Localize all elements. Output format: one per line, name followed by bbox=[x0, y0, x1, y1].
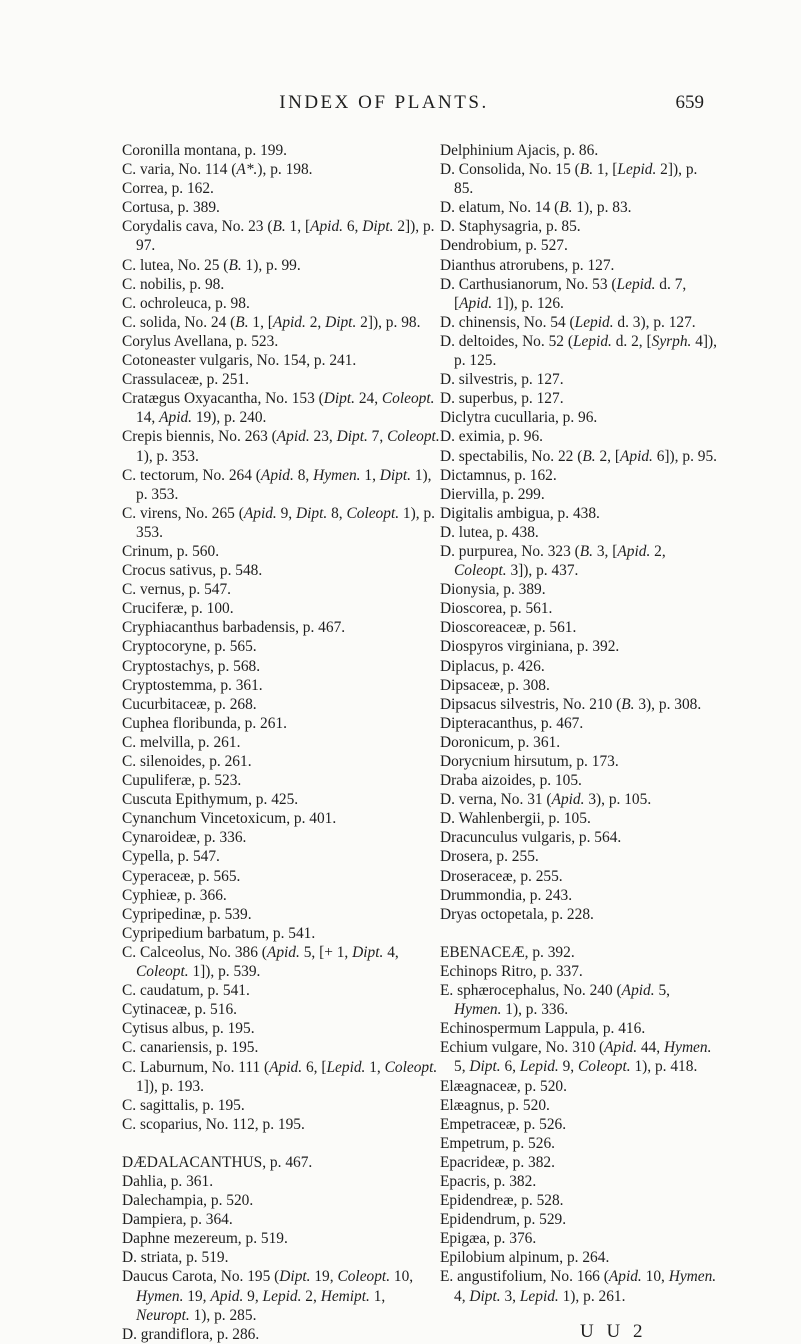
page-header bbox=[64, 92, 704, 118]
index-entry: Cuscuta Epithymum, p. 425. bbox=[122, 791, 299, 809]
index-entry: Cyphieæ, p. 366. bbox=[122, 886, 227, 904]
index-entry: Empetraceæ, p. 526. bbox=[440, 1115, 567, 1133]
signature-mark: U U 2 bbox=[580, 1321, 647, 1342]
index-entry: Doronicum, p. 361. bbox=[440, 733, 561, 751]
index-entry: Coronilla montana, p. 199. bbox=[122, 142, 287, 159]
index-entry: Dianthus atrorubens, p. 127. bbox=[440, 256, 615, 274]
index-entry: Delphinium Ajacis, p. 86. bbox=[440, 142, 599, 159]
index-entry: C. caudatum, p. 541. bbox=[122, 982, 250, 1000]
index-entry: Dioscorea, p. 561. bbox=[440, 600, 553, 618]
index-entry: Dipteracanthus, p. 467. bbox=[440, 714, 584, 732]
index-entry: Elæagnaceæ, p. 520. bbox=[440, 1077, 567, 1095]
index-entry: Dahlia, p. 361. bbox=[122, 1172, 214, 1190]
index-entry: Dictamnus, p. 162. bbox=[440, 466, 557, 484]
index-entry: C. sagittalis, p. 195. bbox=[122, 1096, 245, 1114]
index-entry: Epacrideæ, p. 382. bbox=[440, 1153, 555, 1171]
index-entry: C. varia, No. 114 (A*.), p. 198. bbox=[122, 161, 313, 179]
index-entry: DÆDALACANTHUS, p. 467. bbox=[122, 1153, 313, 1171]
index-entry: Cytisus albus, p. 195. bbox=[122, 1020, 255, 1038]
index-entry: D. verna, No. 31 (Apid. 3), p. 105. bbox=[440, 791, 652, 809]
index-entry: Dryas octopetala, p. 228. bbox=[440, 905, 594, 923]
page-number: 659 bbox=[675, 92, 704, 113]
index-entry: Cypripedium barbatum, p. 541. bbox=[122, 924, 316, 942]
index-entry: D. deltoides, No. 52 (Lepid. d. 2, [Syrph. 4]), p. 125. bbox=[440, 332, 718, 370]
index-entry: Dorycnium hirsutum, p. 173. bbox=[440, 753, 619, 770]
index-entry: D. striata, p. 519. bbox=[122, 1249, 229, 1267]
index-entry: Cypripedinæ, p. 539. bbox=[122, 905, 252, 923]
index-entry: Drosera, p. 255. bbox=[440, 848, 539, 866]
page-title: INDEX OF PLANTS. bbox=[279, 92, 489, 113]
index-entry: Cryptostachys, p. 568. bbox=[122, 657, 261, 675]
index-entry: D. lutea, p. 438. bbox=[440, 523, 539, 541]
index-entry: Daphne mezereum, p. 519. bbox=[122, 1230, 288, 1248]
index-entry: Cryphiacanthus barbadensis, p. 467. bbox=[122, 619, 346, 637]
index-entry: D. superbus, p. 127. bbox=[440, 390, 564, 408]
index-entry: C. silenoides, p. 261. bbox=[122, 753, 252, 770]
index-entry: Corydalis cava, No. 23 (B. 1, [Apid. 6, Dipt. 2]), p. 97. bbox=[122, 218, 435, 255]
index-entry: Diplacus, p. 426. bbox=[440, 657, 545, 675]
index-entry: C. tectorum, No. 264 (Apid. 8, Hymen. 1, Dipt. 1), p. 353. bbox=[122, 466, 432, 503]
index-entry: Cuphea floribunda, p. 261. bbox=[122, 714, 287, 732]
index-entry: Echinops Ritro, p. 337. bbox=[440, 962, 583, 980]
index-entry: Drummondia, p. 243. bbox=[440, 886, 573, 904]
index-entry: C. scoparius, No. 112, p. 195. bbox=[122, 1115, 305, 1133]
index-entry: Dalechampia, p. 520. bbox=[122, 1192, 254, 1210]
index-entry: Cratægus Oxyacantha, No. 153 (Dipt. 24, Coleopt. 14, Apid. 19), p. 240. bbox=[122, 390, 435, 427]
index-entry: Cryptocoryne, p. 565. bbox=[122, 638, 257, 656]
index-entry: Cruciferæ, p. 100. bbox=[122, 600, 234, 618]
index-entry: Corylus Avellana, p. 523. bbox=[122, 332, 279, 350]
index-entry: D. purpurea, No. 323 (B. 3, [Apid. 2, Coleopt. 3]), p. 437. bbox=[440, 542, 666, 580]
index-entry: Cortusa, p. 389. bbox=[122, 199, 220, 217]
index-entry: EBENACEÆ, p. 392. bbox=[440, 943, 575, 961]
index-entry: D. chinensis, No. 54 (Lepid. d. 3), p. 127. bbox=[440, 313, 696, 331]
right-column bbox=[440, 141, 720, 1306]
index-entry: D. Wahlenbergii, p. 105. bbox=[440, 810, 591, 828]
index-entry: Diervilla, p. 299. bbox=[440, 485, 545, 503]
index-entry: Draba aizoides, p. 105. bbox=[440, 772, 582, 790]
index-entry: D. spectabilis, No. 22 (B. 2, [Apid. 6]), p. 95. bbox=[440, 447, 718, 465]
left-column bbox=[122, 141, 440, 1344]
index-entry: Echium vulgare, No. 310 (Apid. 44, Hymen. 5, Dipt. 6, Lepid. 9, Coleopt. 1), p. 418. bbox=[440, 1039, 712, 1076]
index-entry: Cyperaceæ, p. 565. bbox=[122, 867, 241, 885]
index-entry: Crepis biennis, No. 263 (Apid. 23, Dipt. 7, Coleopt. 1), p. 353. bbox=[122, 428, 440, 465]
index-entry: Dracunculus vulgaris, p. 564. bbox=[440, 829, 622, 847]
index-entry: D. Consolida, No. 15 (B. 1, [Lepid. 2]), p. 85. bbox=[440, 161, 698, 198]
index-entry: Digitalis ambigua, p. 438. bbox=[440, 504, 600, 522]
index-entry: Cynaroideæ, p. 336. bbox=[122, 829, 247, 847]
index-entry: Droseraceæ, p. 255. bbox=[440, 867, 563, 885]
index-entry: D. eximia, p. 96. bbox=[440, 428, 544, 446]
index-entry: Dionysia, p. 389. bbox=[440, 581, 546, 599]
index-entry: C. lutea, No. 25 (B. 1), p. 99. bbox=[122, 256, 301, 274]
index-entry: E. sphærocephalus, No. 240 (Apid. 5, Hymen. 1), p. 336. bbox=[440, 982, 670, 1019]
index-entry: D. grandiflora, p. 286. bbox=[122, 1325, 260, 1343]
index-entry: Elæagnus, p. 520. bbox=[440, 1096, 550, 1114]
index-entry: Empetrum, p. 526. bbox=[440, 1134, 555, 1152]
index-entry: Cryptostemma, p. 361. bbox=[122, 676, 263, 694]
index-entry: Diospyros virginiana, p. 392. bbox=[440, 638, 620, 656]
index-entry: Epidendreæ, p. 528. bbox=[440, 1192, 564, 1210]
index-entry: D. silvestris, p. 127. bbox=[440, 371, 564, 389]
index-entry: Epidendrum, p. 529. bbox=[440, 1211, 567, 1229]
index-entry: Echinospermum Lappula, p. 416. bbox=[440, 1020, 646, 1038]
index-entry: Dendrobium, p. 527. bbox=[440, 237, 568, 255]
index-entry: Cucurbitaceæ, p. 268. bbox=[122, 695, 257, 713]
index-entry: Dipsacus silvestris, No. 210 (B. 3), p. 308. bbox=[440, 695, 702, 713]
index-entry: Cupuliferæ, p. 523. bbox=[122, 772, 242, 790]
index-entry: Epacris, p. 382. bbox=[440, 1172, 537, 1190]
index-entry: Epilobium alpinum, p. 264. bbox=[440, 1249, 610, 1267]
index-entry: C. ochroleuca, p. 98. bbox=[122, 294, 250, 312]
index-entry: C. Calceolus, No. 386 (Apid. 5, [+ 1, Dipt. 4, Coleopt. 1]), p. 539. bbox=[122, 943, 399, 981]
index-entry: C. Laburnum, No. 111 (Apid. 6, [Lepid. 1, Coleopt. 1]), p. 193. bbox=[122, 1058, 438, 1095]
index-entry: Crocus sativus, p. 548. bbox=[122, 562, 263, 580]
index-entry: C. virens, No. 265 (Apid. 9, Dipt. 8, Coleopt. 1), p. 353. bbox=[122, 504, 435, 541]
index-entry: Dampiera, p. 364. bbox=[122, 1211, 233, 1229]
index-entry: Cynanchum Vincetoxicum, p. 401. bbox=[122, 810, 337, 828]
index-entry: Daucus Carota, No. 195 (Dipt. 19, Coleopt. 10, Hymen. 19, Apid. 9, Lepid. 2, Hemipt. 1, Neuropt. 1), p. 285. bbox=[122, 1268, 414, 1324]
index-entry: Dioscoreaceæ, p. 561. bbox=[440, 619, 577, 637]
index-entry: C. melvilla, p. 261. bbox=[122, 733, 241, 751]
index-entry: Correa, p. 162. bbox=[122, 180, 214, 198]
index-entry: C. canariensis, p. 195. bbox=[122, 1039, 259, 1057]
index-entry: Cypella, p. 547. bbox=[122, 848, 220, 866]
index-entry: D. Staphysagria, p. 85. bbox=[440, 218, 581, 236]
index-entry: E. angustifolium, No. 166 (Apid. 10, Hymen. 4, Dipt. 3, Lepid. 1), p. 261. bbox=[440, 1268, 717, 1305]
index-entry: C. vernus, p. 547. bbox=[122, 581, 232, 599]
index-entry: Dipsaceæ, p. 308. bbox=[440, 676, 550, 694]
index-entry: Epigæa, p. 376. bbox=[440, 1230, 537, 1248]
index-entry: D. elatum, No. 14 (B. 1), p. 83. bbox=[440, 199, 632, 217]
index-entry: Crinum, p. 560. bbox=[122, 542, 220, 560]
index-entry: Cotoneaster vulgaris, No. 154, p. 241. bbox=[122, 352, 357, 370]
index-entry: C. nobilis, p. 98. bbox=[122, 275, 225, 293]
index-entry: D. Carthusianorum, No. 53 (Lepid. d. 7, [Apid. 1]), p. 126. bbox=[440, 275, 687, 312]
index-entry: Diclytra cucullaria, p. 96. bbox=[440, 409, 598, 427]
index-entry: Crassulaceæ, p. 251. bbox=[122, 371, 249, 389]
index-entry: C. solida, No. 24 (B. 1, [Apid. 2, Dipt. 2]), p. 98. bbox=[122, 313, 421, 331]
index-entry: Cytinaceæ, p. 516. bbox=[122, 1001, 237, 1019]
